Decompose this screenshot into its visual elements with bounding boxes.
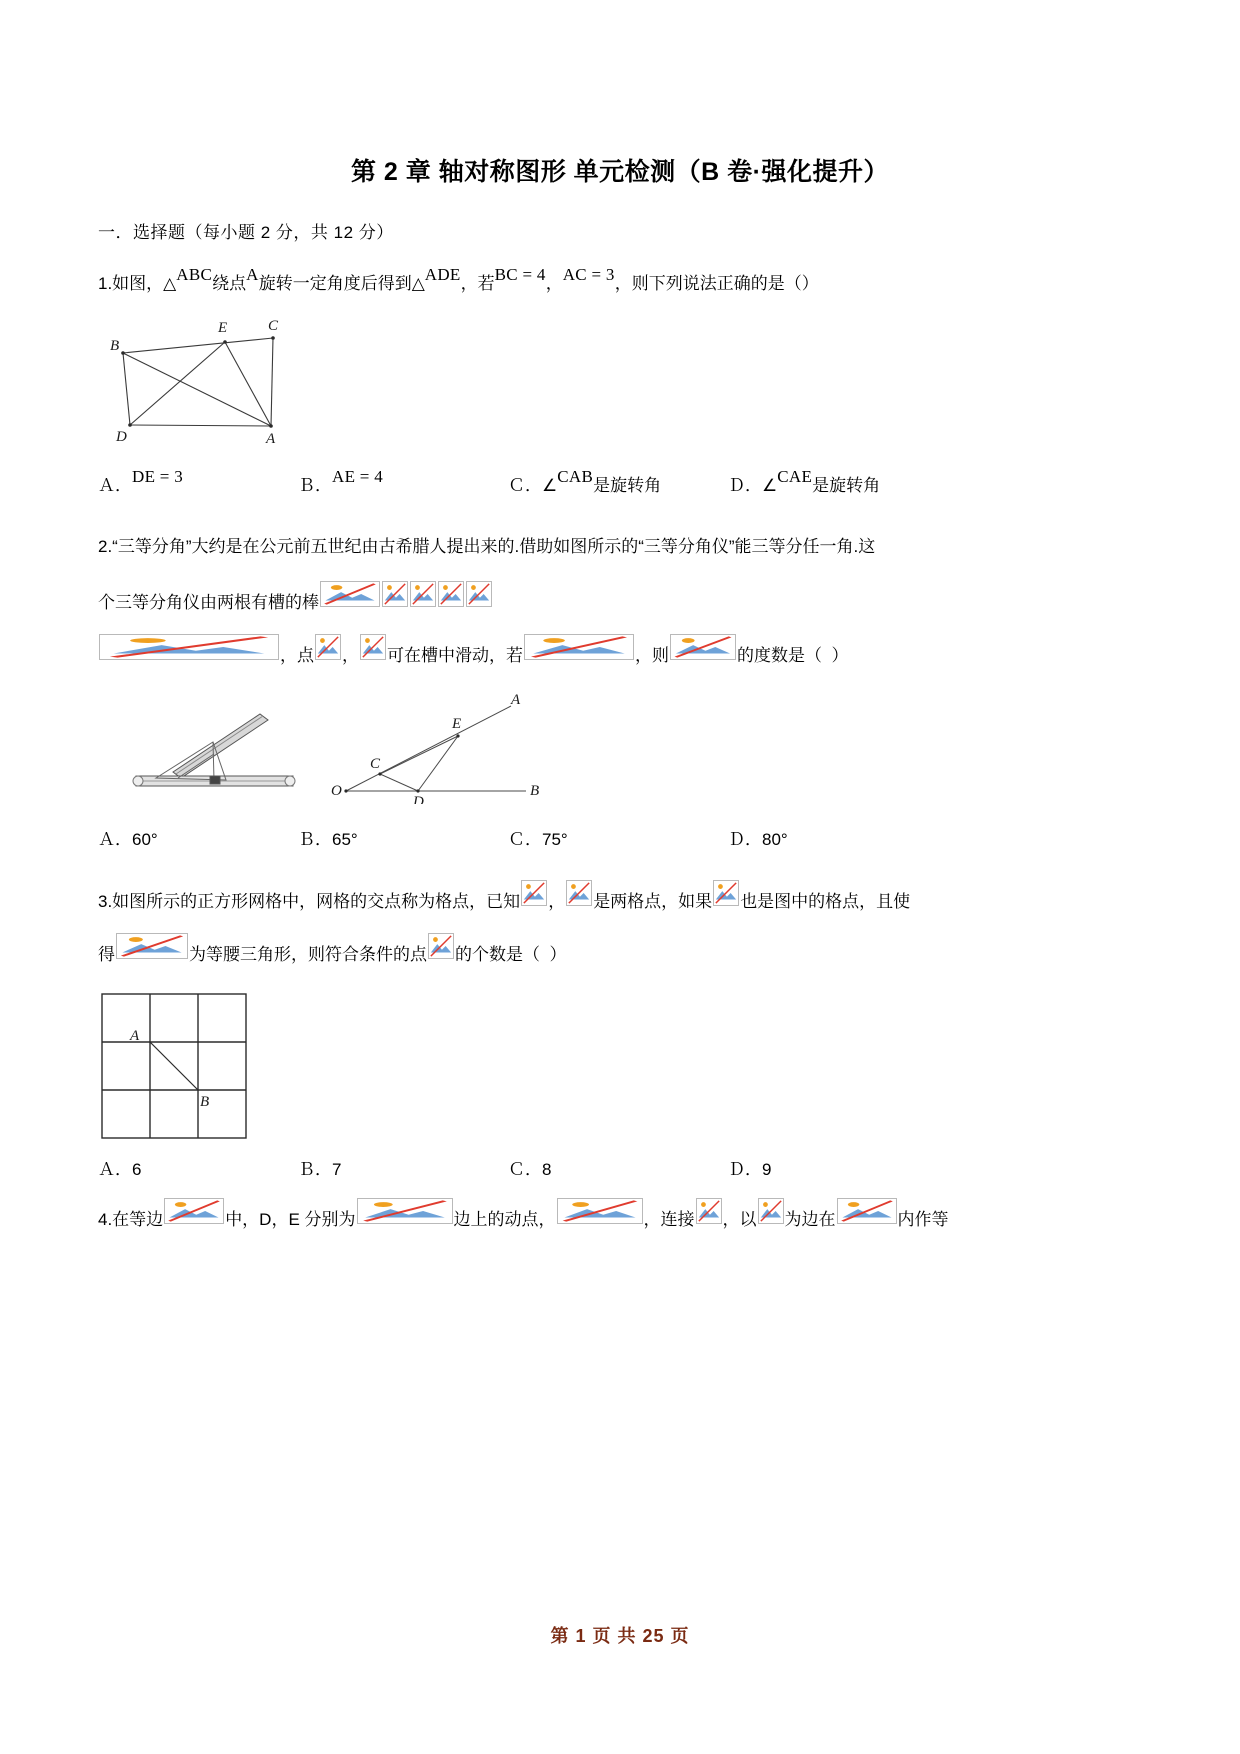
fig2-label-d: D xyxy=(413,793,424,804)
question-3-text-line2 xyxy=(98,933,1144,976)
q2c-part-1: ，点 xyxy=(280,646,314,666)
figure-trisector-device xyxy=(118,694,1144,809)
q1-option-a-math: DE = 3 xyxy=(132,466,184,486)
broken-image-icon xyxy=(758,1198,784,1224)
q1-option-c-prefix: Ｃ．∠ xyxy=(508,475,558,495)
q4-part-6: ，连接 xyxy=(643,1210,695,1230)
fig1-label-d: D xyxy=(116,428,127,445)
broken-image-icon xyxy=(524,634,634,660)
q4-part-0: 4.在等边 xyxy=(98,1210,164,1230)
q1-option-a[interactable] xyxy=(98,466,298,496)
q2c-part-3: ， xyxy=(342,646,359,666)
q1-option-b[interactable] xyxy=(298,466,508,496)
q1-option-c[interactable] xyxy=(508,466,728,496)
q2c-part-5: 可在槽中滑动，若 xyxy=(387,646,523,666)
fig2-label-c: C xyxy=(370,755,381,772)
question-2-text xyxy=(98,536,1144,559)
figure-triangle-abc-ade xyxy=(108,318,1144,453)
q1-math-ac3: AC = 3 xyxy=(562,265,615,284)
page-footer: 第 1 页 共 25 页 xyxy=(550,1626,690,1646)
question-2-text-line2 xyxy=(98,581,1144,624)
q3-part-0: 3.如图所示的正方形网格中，网格的交点称为格点，已知 xyxy=(98,891,521,911)
broken-image-icon xyxy=(360,634,386,660)
q4-part-12: 内作等 xyxy=(897,1210,949,1230)
document-body xyxy=(98,218,1144,1252)
fig1-label-c: C xyxy=(268,317,279,334)
q3-part-6: 也是图中的格点，且使 xyxy=(740,891,911,911)
q3-option-d[interactable]: Ｄ．9 xyxy=(728,1160,772,1180)
broken-image-icon xyxy=(99,634,279,660)
q3-option-a[interactable]: Ａ．6 xyxy=(98,1160,142,1180)
q2-option-d[interactable]: Ｄ．80° xyxy=(728,829,788,849)
q1-part-10: ，则下列说法正确的是（） xyxy=(614,274,819,293)
q1-option-c-math: CAB xyxy=(557,466,594,486)
q3-part-2: ， xyxy=(548,891,566,911)
fig3-label-b: B xyxy=(200,1094,210,1111)
broken-image-icon xyxy=(357,1198,453,1224)
q1-option-d[interactable] xyxy=(728,466,881,496)
q2b-part-0: 个三等分角仪由两根有槽的棒 xyxy=(98,592,319,612)
q1-part-0: 1.如图，△ xyxy=(98,274,177,293)
q1-part-4: 旋转一定角度后得到△ xyxy=(258,274,425,293)
figure-square-grid-ab xyxy=(100,992,1144,1145)
q1-option-d-math: CAE xyxy=(777,466,813,486)
broken-image-icon xyxy=(410,581,436,607)
fig2-label-b: B xyxy=(530,782,540,799)
q1-option-b-prefix: Ｂ． xyxy=(298,475,332,495)
broken-image-icon xyxy=(116,933,188,959)
fig1-label-a: A xyxy=(266,430,276,447)
broken-image-icon xyxy=(466,581,492,607)
page-title: 第 2 章 轴对称图形 单元检测（B 卷·强化提升） xyxy=(350,158,889,186)
q4-part-10: 为边在 xyxy=(784,1210,836,1230)
broken-image-icon xyxy=(438,581,464,607)
q1-part-8: ， xyxy=(545,274,563,293)
section-heading: 一．选择题（每小题 2 分，共 12 分） xyxy=(98,223,394,242)
q1-part-2: 绕点 xyxy=(212,274,247,293)
q3-part-4: 是两格点，如果 xyxy=(593,891,713,911)
q3b-part-0: 得 xyxy=(98,944,115,964)
broken-image-icon xyxy=(521,880,547,906)
broken-image-icon xyxy=(713,880,739,906)
q3b-part-4: 的个数是（ ） xyxy=(455,944,567,964)
q2-part-0: 2.“三等分角”大约是在公元前五世纪由古希腊人提出来的.借助如图所示的“三等分角仪”能三等分任一角.这 xyxy=(98,536,876,556)
q3-option-b[interactable]: Ｂ．7 xyxy=(298,1160,342,1180)
broken-image-icon xyxy=(670,634,736,660)
q1-option-d-suffix: 是旋转角 xyxy=(812,475,881,495)
q2-option-c[interactable]: Ｃ．75° xyxy=(508,829,568,849)
q1-option-d-prefix: Ｄ．∠ xyxy=(728,475,778,495)
q4-part-4: 边上的动点， xyxy=(453,1210,556,1230)
question-1-options xyxy=(98,466,1144,496)
broken-image-icon xyxy=(557,1198,643,1224)
q2-option-a[interactable]: Ａ．60° xyxy=(98,829,158,849)
question-3-text xyxy=(98,880,1144,923)
q1-math-ade: ADE xyxy=(424,265,461,284)
q1-math-a: A xyxy=(246,265,259,284)
broken-image-icon xyxy=(320,581,380,607)
q1-part-6: ，若 xyxy=(460,274,495,293)
question-2-text-line3 xyxy=(98,634,1144,677)
q1-option-c-suffix: 是旋转角 xyxy=(593,475,662,495)
question-1-text xyxy=(98,265,1144,296)
q3-option-c[interactable]: Ｃ．8 xyxy=(508,1160,552,1180)
broken-image-icon xyxy=(315,634,341,660)
broken-image-icon xyxy=(428,933,454,959)
broken-image-icon xyxy=(164,1198,224,1224)
question-2-options xyxy=(98,825,1144,850)
fig1-label-e: E xyxy=(218,319,228,336)
broken-image-icon xyxy=(696,1198,722,1224)
broken-image-icon xyxy=(382,581,408,607)
q1-option-a-prefix: Ａ． xyxy=(98,475,132,495)
q1-option-b-math: AE = 4 xyxy=(332,466,384,486)
q1-math-abc: ABC xyxy=(176,265,213,284)
fig2-label-o: O xyxy=(331,782,342,799)
broken-image-icon xyxy=(566,880,592,906)
q3b-part-2: 为等腰三角形，则符合条件的点 xyxy=(189,944,427,964)
q2c-part-7: ，则 xyxy=(635,646,669,666)
fig2-label-e: E xyxy=(452,715,462,732)
fig1-label-b: B xyxy=(110,337,120,354)
fig2-label-a: A xyxy=(511,693,521,708)
question-3-options xyxy=(98,1155,1144,1180)
broken-image-icon xyxy=(837,1198,897,1224)
fig3-label-a: A xyxy=(130,1028,140,1045)
q2-option-b[interactable]: Ｂ．65° xyxy=(298,829,358,849)
q4-part-8: ，以 xyxy=(722,1210,757,1230)
q4-part-2: 中，D，E 分别为 xyxy=(225,1210,356,1230)
question-4-text xyxy=(98,1198,1144,1241)
q1-math-bc4: BC = 4 xyxy=(494,265,546,284)
q2c-part-9: 的度数是（ ） xyxy=(737,646,849,666)
